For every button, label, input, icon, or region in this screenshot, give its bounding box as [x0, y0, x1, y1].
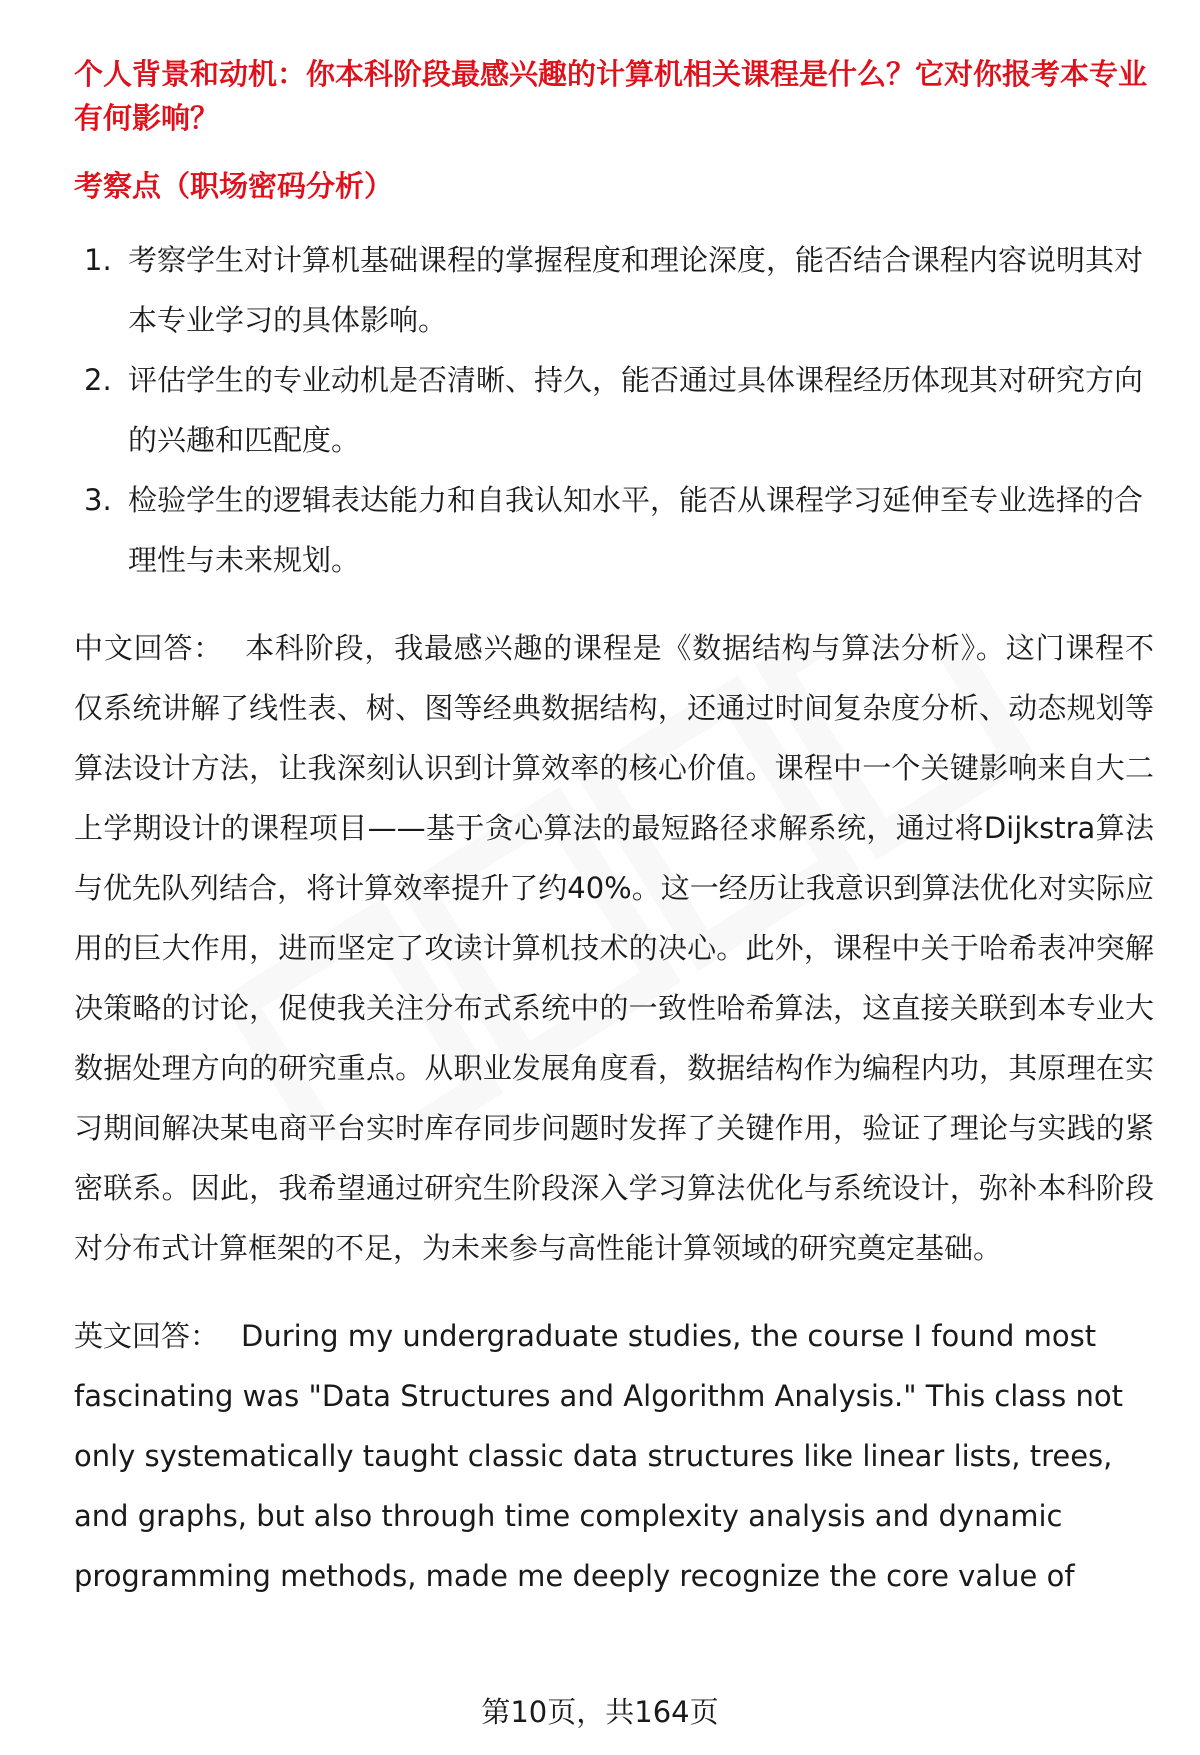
analysis-item-number: 1. — [84, 243, 112, 277]
analysis-item — [74, 350, 1154, 470]
analysis-item-number: 2. — [84, 363, 112, 397]
english-answer-text: During my undergraduate studies, the course I found most fascinating was "Data Structures and Algorithm Analysis." This class not only systematically taught classic data structures like linear lists, trees, and graphs, but also through time complexity analysis and dynamic programming methods, made me deeply recognize the core value of — [74, 1319, 1123, 1593]
analysis-item-text: 评估学生的专业动机是否清晰、持久，能否通过具体课程经历体现其对研究方向的兴趣和匹配度。 — [128, 363, 1144, 457]
chinese-answer — [74, 618, 1154, 1278]
analysis-item-text: 考察学生对计算机基础课程的掌握程度和理论深度，能否结合课程内容说明其对本专业学习的具体影响。 — [128, 243, 1144, 337]
analysis-item — [74, 230, 1154, 350]
english-answer — [74, 1306, 1154, 1606]
document-content — [74, 52, 1154, 1606]
analysis-heading: 考察点（职场密码分析） — [74, 169, 394, 203]
chinese-answer-label: 中文回答： — [74, 631, 224, 665]
analysis-item-number: 3. — [84, 483, 112, 517]
english-answer-label: 英文回答： — [74, 1319, 220, 1353]
analysis-item — [74, 470, 1154, 590]
analysis-item-text: 检验学生的逻辑表达能力和自我认知水平，能否从课程学习延伸至专业选择的合理性与未来规划。 — [128, 483, 1144, 577]
analysis-list — [74, 230, 1154, 590]
question-title: 个人背景和动机：你本科阶段最感兴趣的计算机相关课程是什么？它对你报考本专业有何影响？ — [74, 57, 1148, 135]
page-number: 第10页，共164页 — [481, 1695, 719, 1729]
chinese-answer-text: 本科阶段，我最感兴趣的课程是《数据结构与算法分析》。这门课程不仅系统讲解了线性表、树、图等经典数据结构，还通过时间复杂度分析、动态规划等算法设计方法，让我深刻认识到计算效率的核心价值。课程中一个关键影响来自大二上学期设计的课程项目——基于贪心算法的最短路径求解系统，通过将Dijkstra算法与优先队列结合，将计算效率提升了约40%。这一经历让我意识到算法优化对实际应用的巨大作用，进而坚定了攻读计算机技术的决心。此外，课程中关于哈希表冲突解决策略的讨论，促使我关注分布式系统中的一致性哈希算法，这直接关联到本专业大数据处理方向的研究重点。从职业发展角度看，数据结构作为编程内功，其原理在实习期间解决某电商平台实时库存同步问题时发挥了关键作用，验证了理论与实践的紧密联系。因此，我希望通过研究生阶段深入学习算法优化与系统设计，弥补本科阶段对分布式计算框架的不足，为未来参与高性能计算领域的研究奠定基础。 — [74, 631, 1154, 1265]
